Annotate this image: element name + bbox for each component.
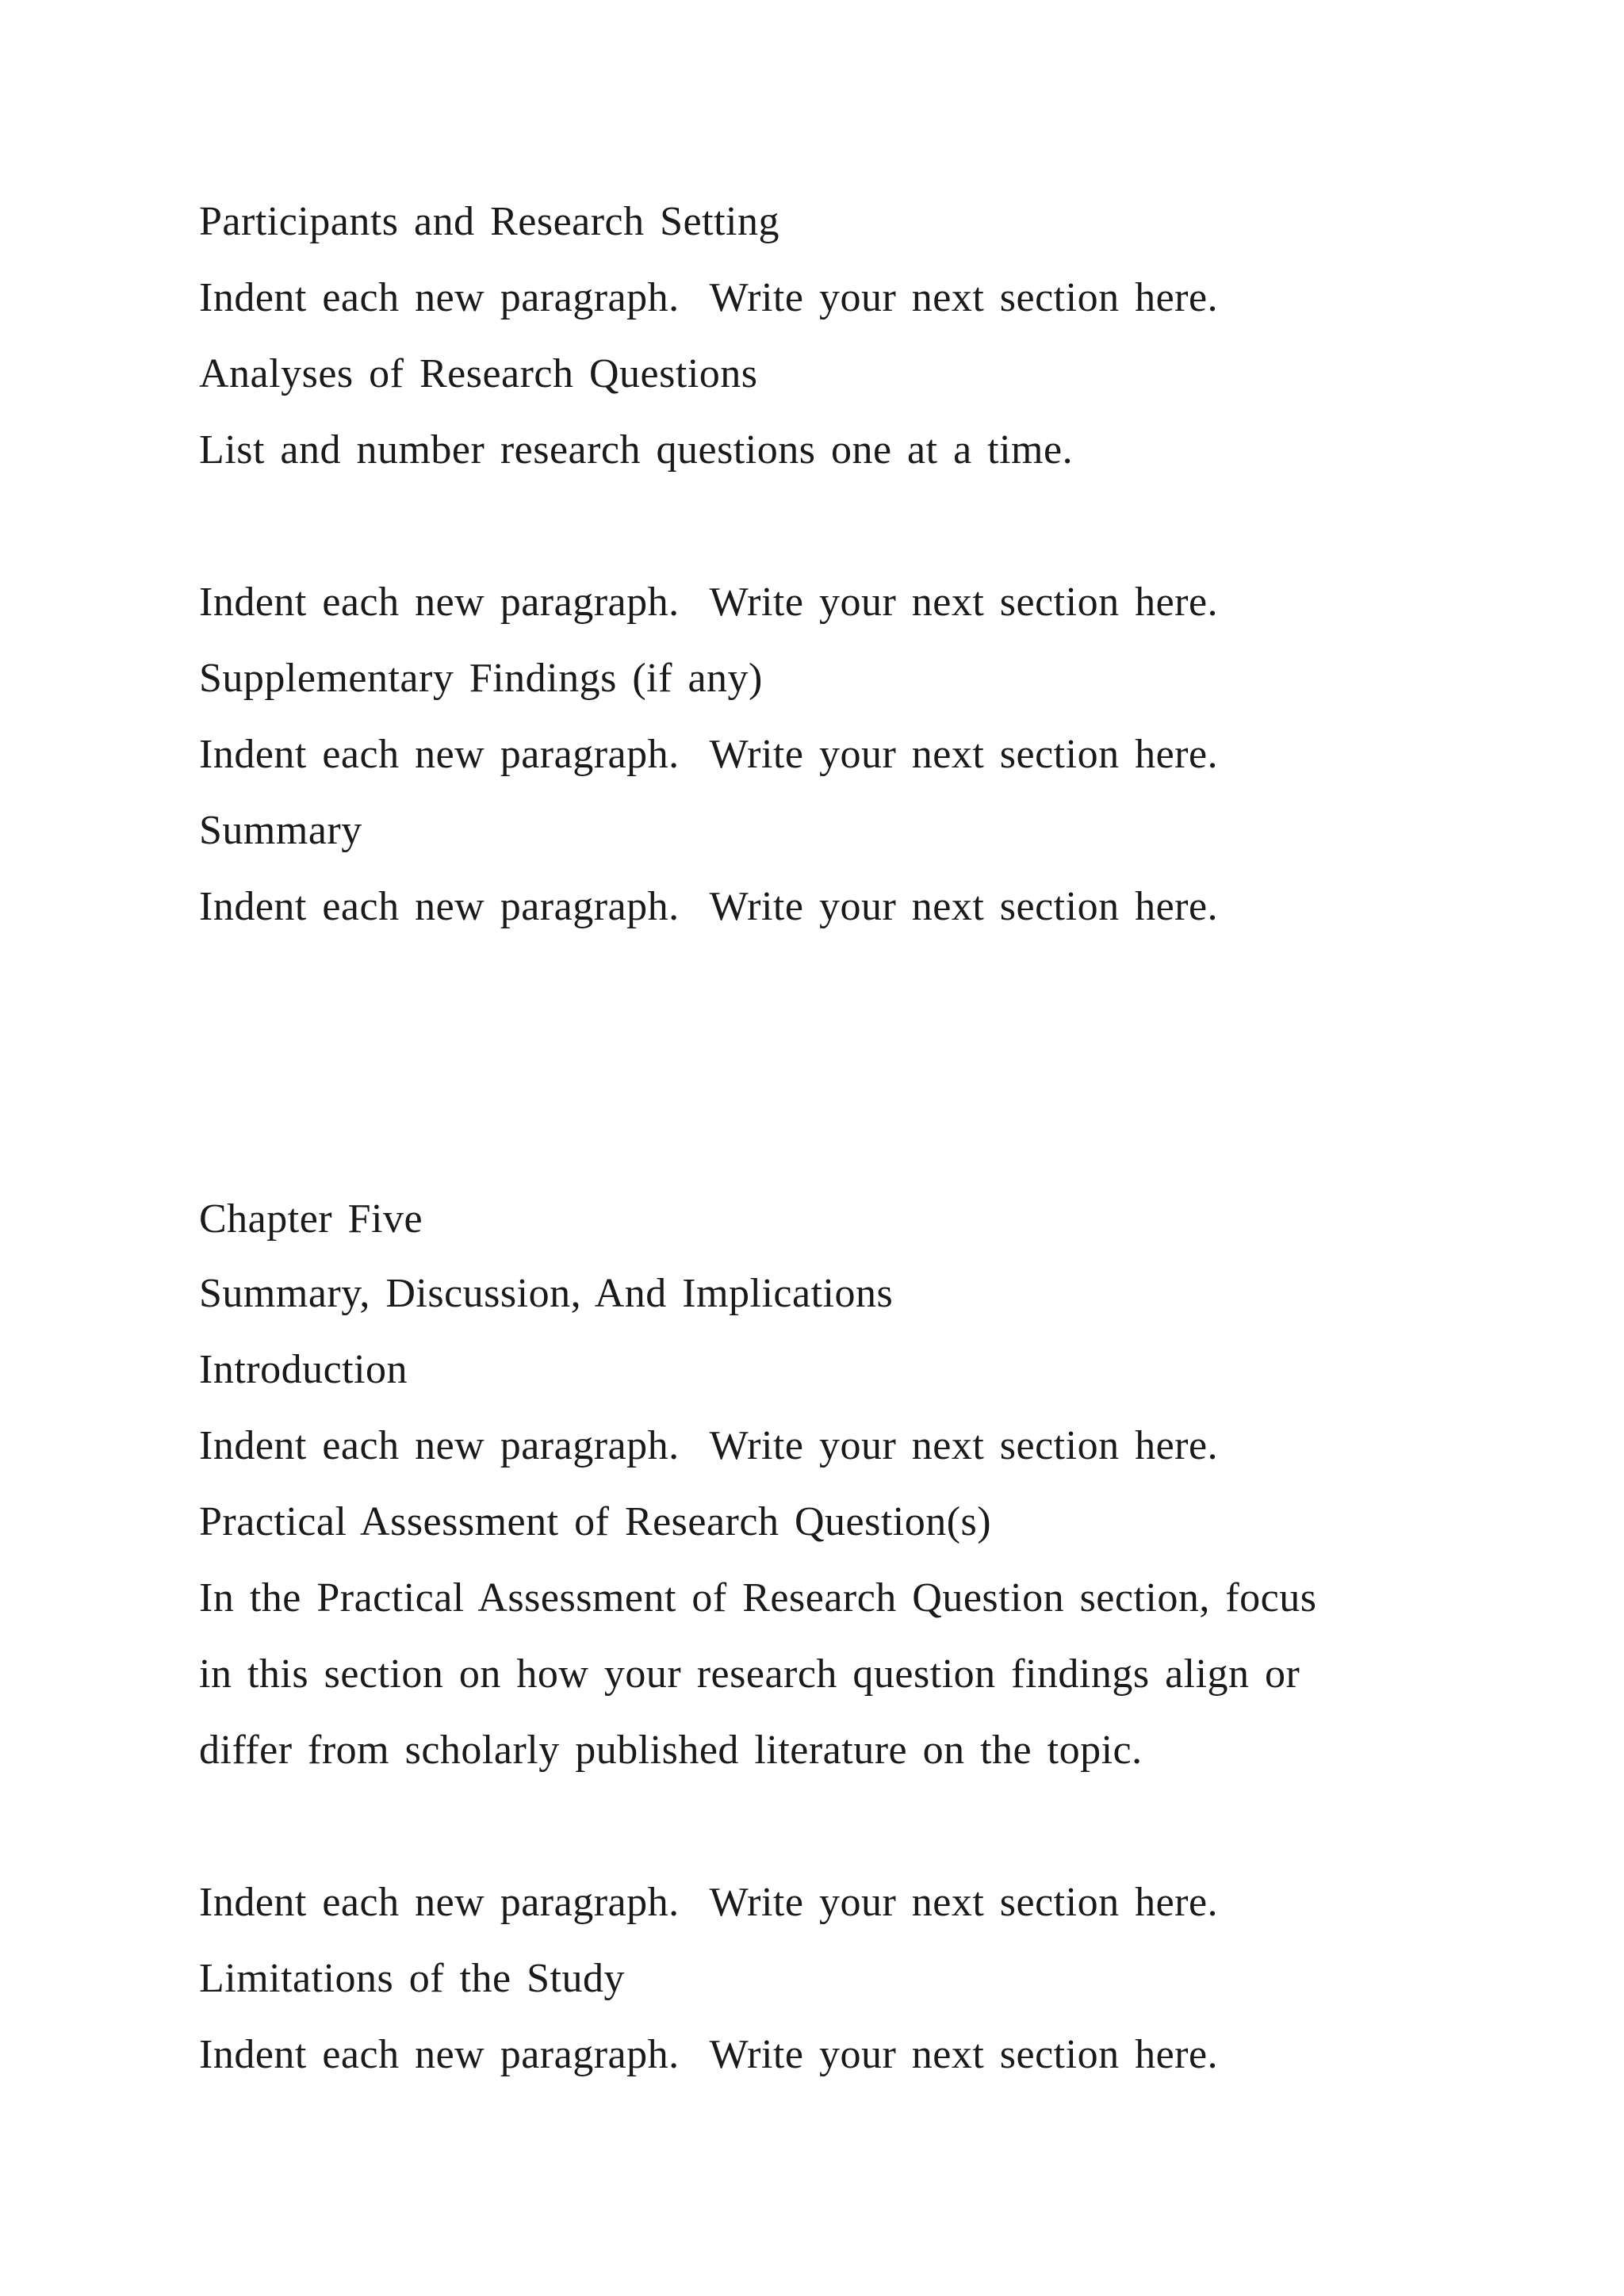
chapter-five-label: Chapter Five	[199, 1196, 423, 1242]
chapter-five-title: Summary, Discussion, And Implications	[199, 1271, 894, 1316]
participants-paragraph: Indent each new paragraph. Write your next section here.	[199, 275, 1219, 320]
practical-assessment-line-1: In the Practical Assessment of Research Question section, focus	[199, 1575, 1317, 1621]
practical-assessment-heading: Practical Assessment of Research Question(s)	[199, 1499, 992, 1544]
summary-paragraph: Indent each new paragraph. Write your next section here.	[199, 884, 1219, 929]
summary-heading: Summary	[199, 808, 362, 853]
supplementary-heading: Supplementary Findings (if any)	[199, 656, 763, 701]
analyses-heading: Analyses of Research Questions	[199, 351, 758, 396]
limitations-paragraph: Indent each new paragraph. Write your next section here.	[199, 2032, 1219, 2077]
practical-assessment-line-2: in this section on how your research question findings align or	[199, 1651, 1300, 1697]
introduction-heading: Introduction	[199, 1347, 408, 1392]
practical-assessment-paragraph-2: Indent each new paragraph. Write your next section here.	[199, 1880, 1219, 1925]
introduction-paragraph: Indent each new paragraph. Write your next section here.	[199, 1423, 1219, 1468]
analyses-list-note: List and number research questions one at a time.	[199, 427, 1074, 473]
participants-heading: Participants and Research Setting	[199, 199, 779, 244]
limitations-heading: Limitations of the Study	[199, 1956, 625, 2001]
supplementary-paragraph: Indent each new paragraph. Write your next section here.	[199, 732, 1219, 777]
analyses-paragraph: Indent each new paragraph. Write your next section here.	[199, 580, 1219, 625]
practical-assessment-line-3: differ from scholarly published literature on the topic.	[199, 1728, 1143, 1773]
